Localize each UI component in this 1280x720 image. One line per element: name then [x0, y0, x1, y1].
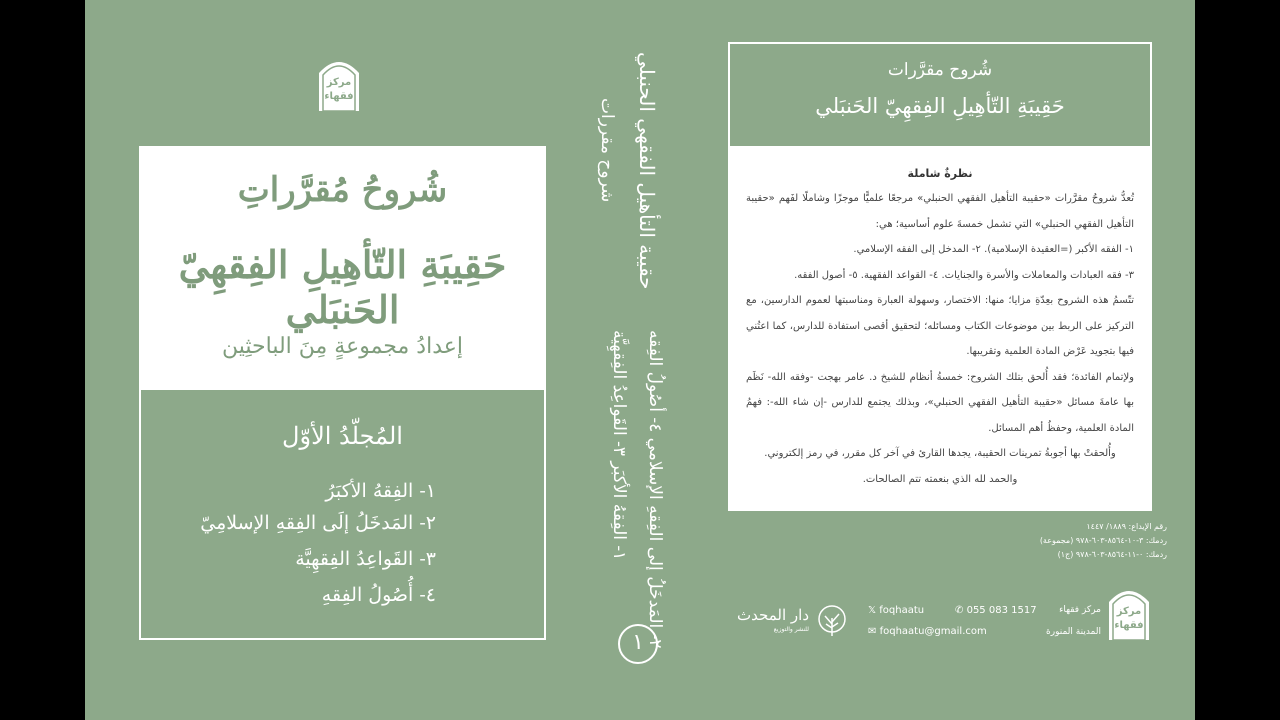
back-paragraph-5: ولإتمام الفائدة؛ فقد أُلحق بتلك الشروح: خمسةُ أنظام للشيخ د. عامر بهجت -وفقه الله- نَظَم بها عامةَ مسائل «حقيبة التأهيل الفقهي الحنبلي»، وبذلك يجتمع للدارس -إن شاء الله-: فهمُ المادة العلمية، وحفظُ أهم المسائل. [746, 371, 1134, 434]
publisher-logo [728, 604, 853, 638]
back-paragraph-1: تُعدُّ شروحُ مقرَّرات «حقيبة التأهيل الفقهي الحنبلي» مرجعًا علميًّا موجزًا وشاملًا لفَهم «حقيبة التأهيل الفقهي الحنبلي» التي تشمل خمسةَ علوم أساسية؛ هي: [746, 193, 1134, 230]
back-series-title: شُروح مقرَّرات [887, 60, 993, 80]
city: المدينة المنورة [1046, 627, 1101, 637]
isbn-set: ردمك: ٣-١٠-٨٥٦٤-٦٠٣-٩٧٨ (مجموعة) [1039, 536, 1167, 545]
contents-item-1: ١- الفِقهُ الأكبَرُ [325, 480, 436, 502]
front-contents-frame [139, 388, 546, 640]
spine-series-title: شروح مقررات [597, 98, 617, 203]
logo-text-2: فقهاء [324, 91, 354, 102]
book-cover [85, 0, 1195, 720]
contents-item-3: ٣- القَواعِدُ الفِقهِيَّة [295, 548, 436, 570]
back-logo-text-1: مركز [1116, 606, 1142, 617]
back-heading: نظرةٌ شاملة [907, 167, 973, 180]
deposit-number: رقم الإيداع: ١٨٨٩/ ١٤٤٧ [1086, 522, 1167, 531]
back-paragraph-7: والحمد لله الذي بنعمته تتم الصالحات. [862, 473, 1018, 485]
back-description-panel [728, 148, 1152, 511]
spine-volume-badge [618, 624, 658, 664]
twitter-handle [868, 605, 924, 616]
logo-text-1: مركز [326, 77, 352, 88]
email-text: foqhaatu@gmail.com [879, 626, 987, 637]
phone-number [955, 605, 1037, 616]
publisher-name: دار المحدث [737, 606, 809, 624]
back-paragraph-2: ١- الفقه الأكبر (=العقيدة الإسلامية). ٢- المدخل إلى الفقه الإسلامي. [853, 244, 1134, 255]
mail-icon: ✉ [868, 626, 877, 637]
phone-icon: ✆ [955, 605, 964, 616]
email-address [868, 626, 987, 637]
x-twitter-icon: 𝕏 [868, 605, 877, 616]
center-name: مركز فقهاء [1059, 605, 1101, 615]
back-logo [1107, 578, 1151, 640]
back-title-frame [728, 42, 1152, 148]
front-series-title: شُروحُ مُقرَّراتِ [237, 170, 448, 210]
front-logo [317, 49, 361, 111]
isbn-volume: ردمك: ٠-١١-٨٥٦٤-٦٠٣-٩٧٨ (ج١) [1057, 550, 1167, 559]
tree-icon [811, 604, 853, 638]
spine-volume-number: ١ [632, 630, 644, 655]
front-title-panel [139, 146, 546, 388]
volume-label: المُجلّدُ الأوّل [282, 422, 403, 450]
back-paragraph-3: ٣- فقه العبادات والمعاملات والأسرة والجنايات. ٤- القواعد الفقهية. ٥- أصول الفقه. [794, 269, 1134, 281]
spine-contents-line-1: ١- الفِقهُ الأكبَر ٣- القَواعِدُ الفِقهِيَّة [609, 330, 629, 561]
front-prepared-by: إعدادُ مجموعةٍ مِنَ الباحثِين [222, 334, 463, 359]
spine-contents-line-2: ٢- المَدخَلُ إلى الفِقهِ الإسلامي ٤- أصُولُ الفِقه [645, 330, 665, 649]
contents-item-4: ٤- أُصُولُ الفِقهِ [321, 584, 436, 606]
contents-item-2: ٢- المَدخَلُ إلَى الفِقهِ الإسلامِيّ [200, 512, 436, 534]
spine-main-title: حقيبة التأهيل الفقهي الحنبلي [635, 52, 659, 290]
publisher-subtitle: للنشر والتوزيع [773, 626, 809, 633]
back-paragraph-6: وأُلحقتْ بها أجوبةُ تمرينات الحقيبة، يجدها القارئ في آخر كل مقرر، في رمز إلكتروني. [764, 448, 1116, 459]
phone-text: 055 083 1517 [966, 605, 1037, 616]
twitter-text: foqhaatu [879, 605, 925, 616]
back-main-title: حَقِيبَةِ التّأهِيلِ الفِقهِيّ الحَنبَلي [815, 94, 1065, 118]
front-main-title: حَقِيبَةِ التّأهِيلِ الفِقهِيّ الحَنبَلي [178, 242, 507, 332]
back-logo-text-2: فقهاء [1114, 620, 1144, 631]
back-paragraph-4: تتّسمُ هذه الشروح بعِدّةِ مزايا؛ منها: الاختصار، وسهولة العبارة ومناسبتها لعموم الدارسين، مع التركيز على الربط بين موضوعات الكتاب ومسائله؛ لتحقيق أقصى استفادة للدارس، كما اعتُني فيها بتجويد عَرْض المادة العلمية وتقريبها. [746, 295, 1134, 357]
